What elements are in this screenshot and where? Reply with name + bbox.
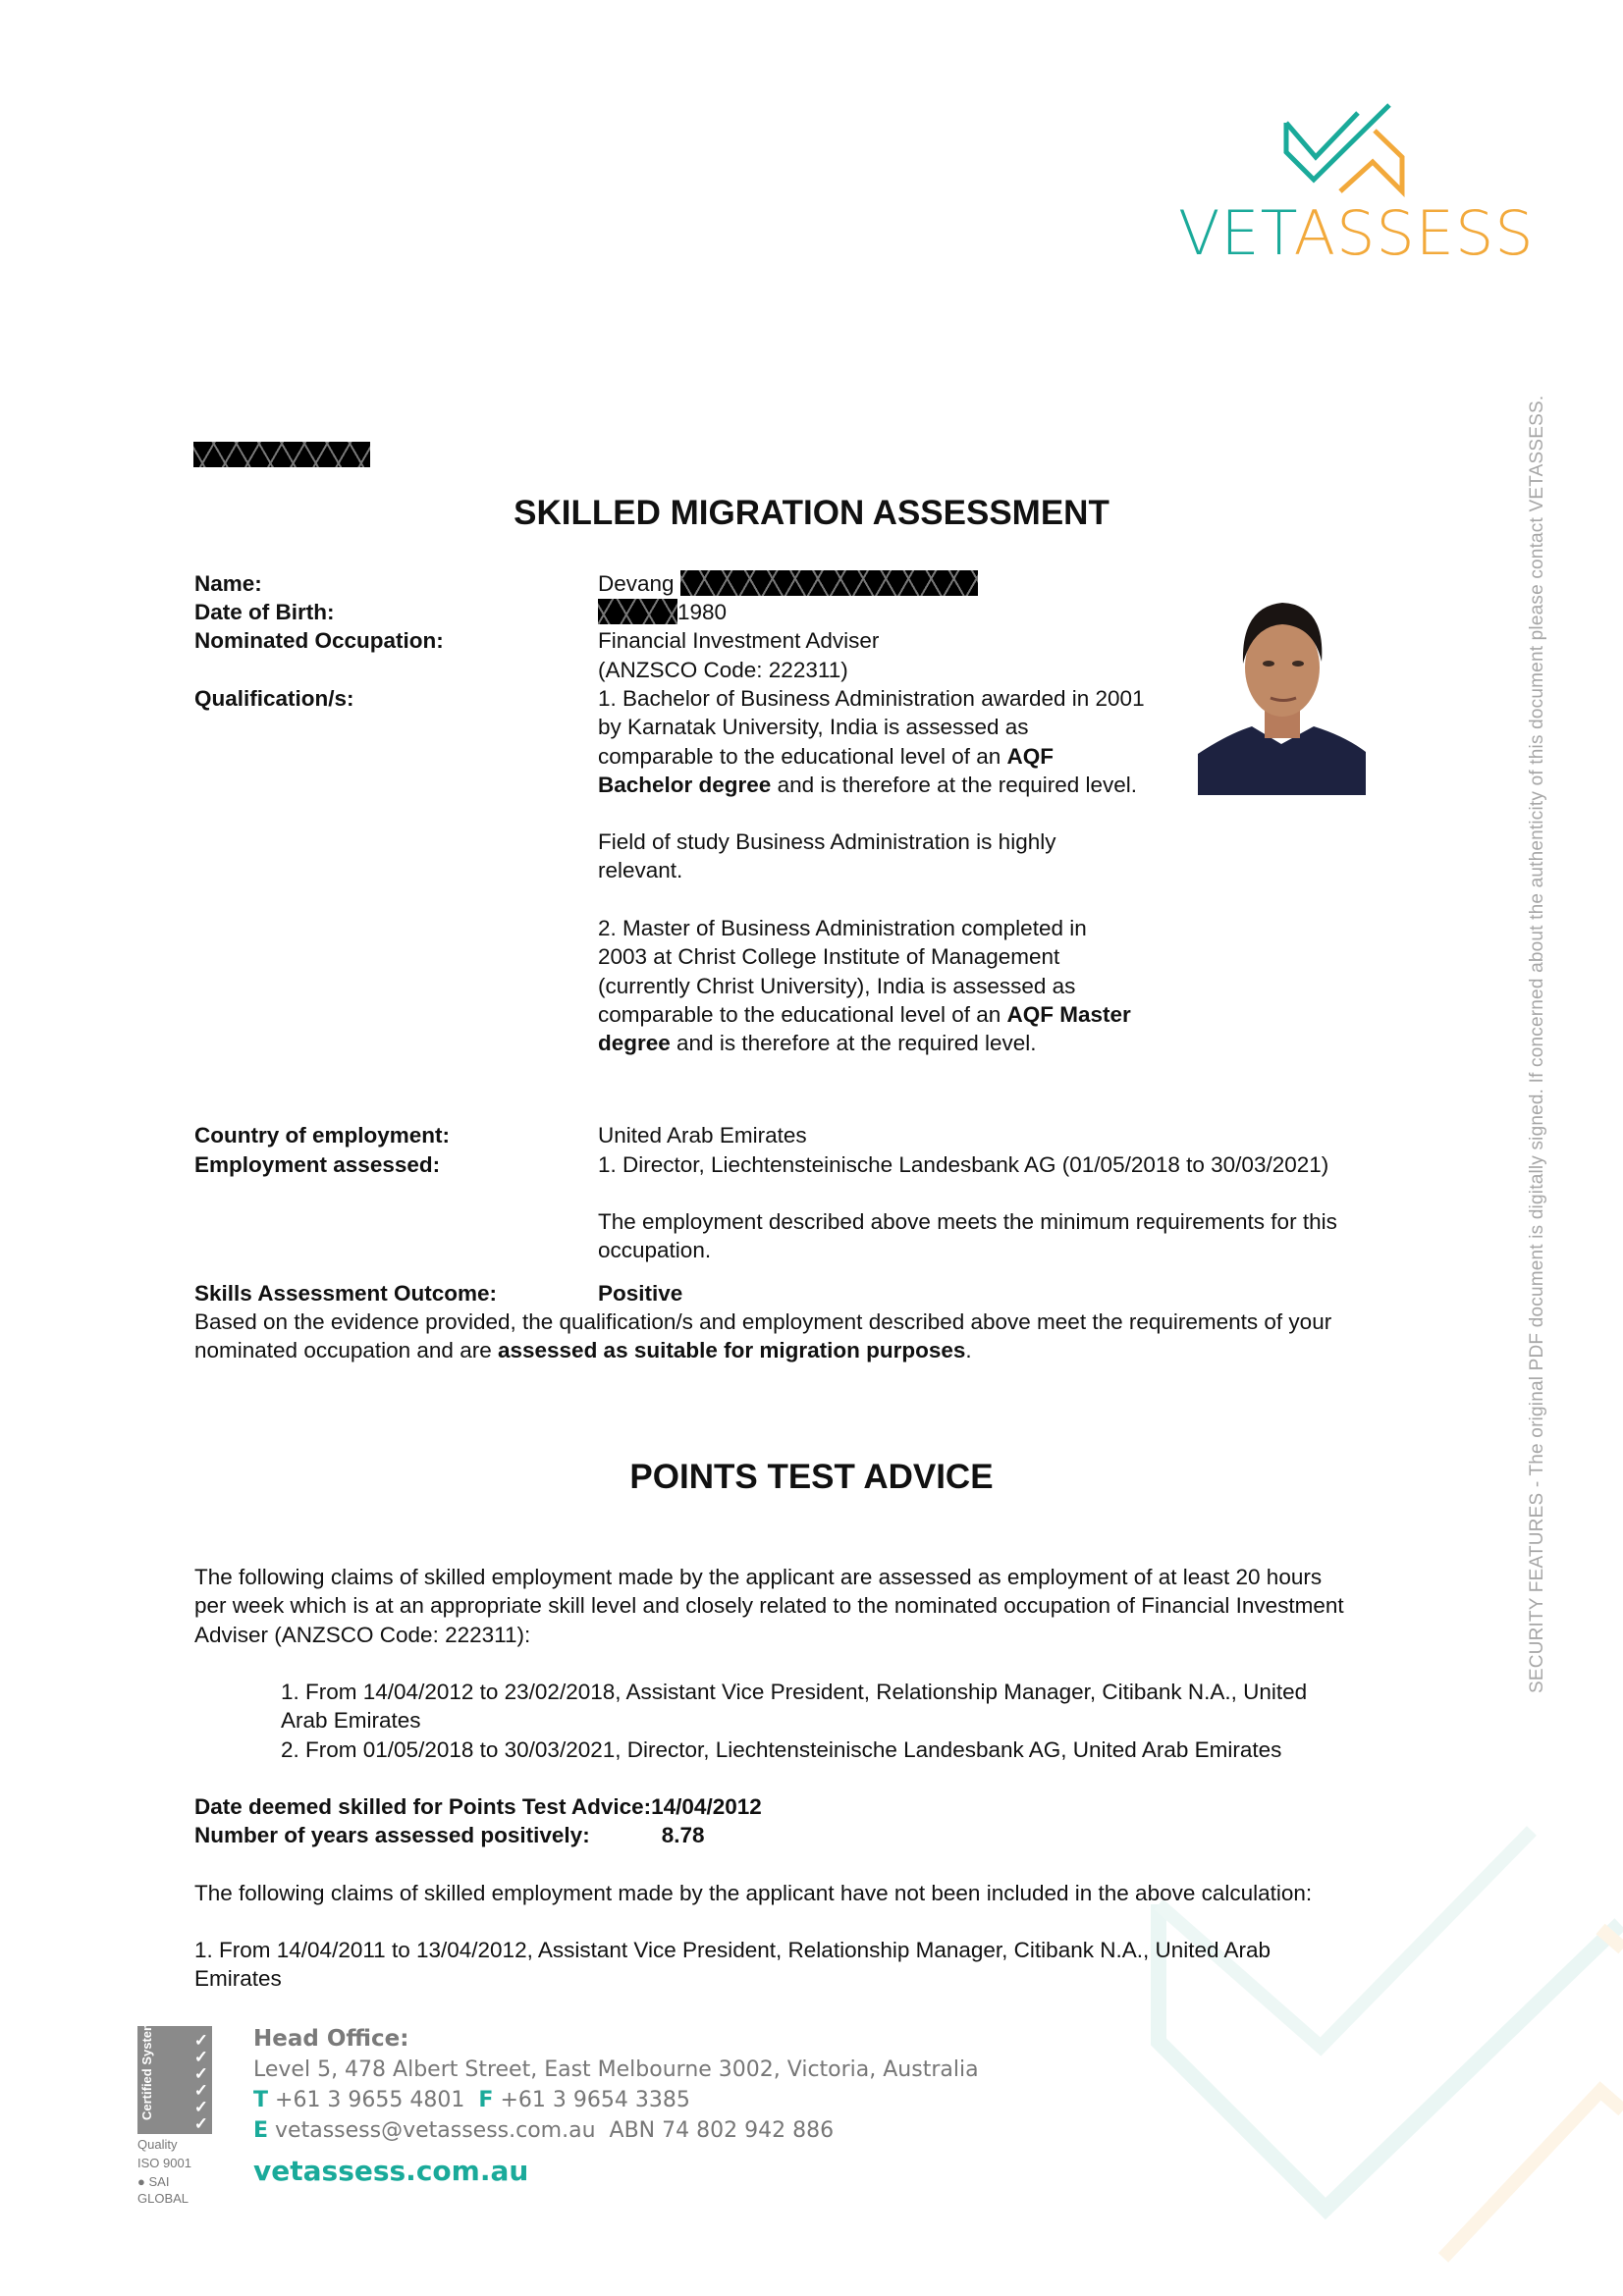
excluded-item: 1. From 14/04/2011 to 13/04/2012, Assistant Vice President, Relationship Manager, Citibank N.A., United Arab Emirates: [194, 1938, 1271, 1992]
points-employment-list: [281, 1678, 1508, 1764]
employment-note: The employment described above meets the minimum requirements for this occupation.: [598, 1209, 1337, 1263]
occupation-value: Financial Investment Adviser: [598, 628, 880, 653]
email-link[interactable]: vetassess@vetassess.com.au: [275, 2118, 596, 2143]
excluded-intro: The following claims of skilled employment made by the applicant have not been included in the above calculation:: [194, 1881, 1313, 1905]
list-item: 2. From 01/05/2018 to 30/03/2021, Director, Liechtensteinische Landesbank AG, United Arab Emirates: [281, 1736, 1282, 1762]
iso-certification-badge: Certified System ✓ ✓ ✓ ✓ ✓ ✓ Quality ISO 9001 ● SAI GLOBAL: [137, 2026, 212, 2207]
outcome-label: Skills Assessment Outcome:: [194, 1281, 498, 1306]
employment-label: Employment assessed:: [194, 1152, 441, 1177]
security-features-note: SECURITY FEATURES - The original PDF document is digitally signed. If concerned about the authenticity of this document please contact VETASSESS.: [1527, 395, 1547, 1693]
outcome-value: Positive: [598, 1281, 683, 1306]
qualification-1: 1. Bachelor of Business Administration awarded in 2001 by Karnatak University, India is assessed as comparable to the educational level of an AQF Bachelor degree and is therefore at the required level. Field of study Business Administration is highly relevant.: [598, 686, 1145, 883]
logo-wordmark: VETASSESS: [1178, 197, 1535, 269]
email-abn: E vetassess@vetassess.com.au ABN 74 802 942 886: [253, 2118, 835, 2143]
redacted-surname: [680, 570, 978, 596]
name-value: Devang: [598, 569, 978, 598]
vetassess-logo: [1178, 93, 1542, 269]
points-section-title: POINTS TEST ADVICE: [629, 1458, 994, 1496]
points-intro: The following claims of skilled employment made by the applicant are assessed as employment of at least 20 hours per week which is at an appropriate skill level and closely related to the nominated occupation of Financial Investment Adviser (ANZSCO Code: 222311):: [194, 1565, 1344, 1647]
qualification-2: 2. Master of Business Administration completed in 2003 at Christ College Institute of Management (currently Christ University), India is assessed as comparable to the educational level of an AQF Master degree and is therefore at the required level.: [598, 916, 1131, 1056]
redacted-dob: [598, 599, 677, 624]
dob-label: Date of Birth:: [194, 600, 335, 624]
outcome-text: Based on the evidence provided, the qualification/s and employment described above meet the requirements of your nominated occupation and are assessed as suitable for migration purposes.: [194, 1309, 1332, 1363]
phone-fax: T +61 3 9655 4801 F +61 3 9654 3385: [253, 2088, 690, 2112]
employment-value: 1. Director, Liechtensteinische Landesbank AG (01/05/2018 to 30/03/2021): [598, 1152, 1329, 1177]
dob-value: 1980: [598, 598, 727, 626]
name-label: Name:: [194, 571, 262, 596]
address: Level 5, 478 Albert Street, East Melbourne 3002, Victoria, Australia: [253, 2057, 979, 2082]
applicant-photo: [1198, 577, 1366, 795]
contact-details: Head Office: Level 5, 478 Albert Street, East Melbourne 3002, Victoria, Australia T +61 3 9655 4801 F +61 3 9654 3385 E vetassess@vetassess.com.au ABN 74 802 942 886 vetassess.com.au: [253, 2026, 979, 2187]
logo-chevron-icon: [1178, 93, 1542, 201]
occupation-label: Nominated Occupation:: [194, 628, 444, 653]
country-label: Country of employment:: [194, 1123, 451, 1148]
points-years-assessed: Number of years assessed positively: 8.78: [194, 1823, 705, 1847]
redacted-reference: [193, 442, 370, 467]
portrait-image: [1198, 577, 1366, 795]
check-marks-icon: ✓ ✓ ✓ ✓ ✓ ✓: [193, 2031, 208, 2133]
country-value: United Arab Emirates: [598, 1123, 807, 1148]
sai-global-icon: ●: [137, 2174, 145, 2189]
page-title: SKILLED MIGRATION ASSESSMENT: [514, 494, 1109, 532]
points-date-deemed: Date deemed skilled for Points Test Advice:14/04/2012: [194, 1794, 762, 1819]
occupation-code: (ANZSCO Code: 222311): [598, 658, 848, 682]
website-link[interactable]: vetassess.com.au: [253, 2155, 529, 2187]
list-item: 1. From 14/04/2012 to 23/02/2018, Assistant Vice President, Relationship Manager, Citibank N.A., United Arab Emirates: [281, 1680, 1308, 1734]
qualifications-label: Qualification/s:: [194, 686, 354, 711]
